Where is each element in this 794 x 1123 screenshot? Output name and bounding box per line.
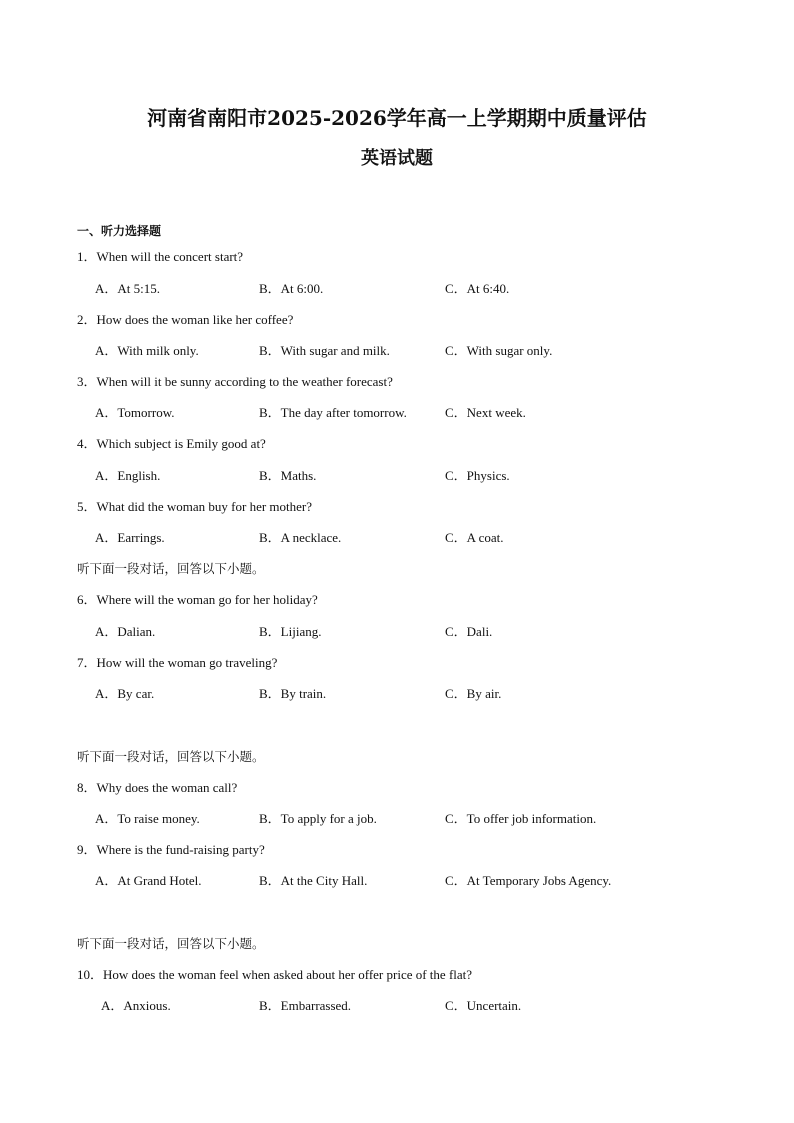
q6-option-b: B．Lijiang. — [259, 624, 322, 639]
question-3: 3．When will it be sunny according to the weather forecast? — [77, 374, 393, 389]
q1-option-c: C．At 6:40. — [445, 281, 510, 296]
question-4: 4．Which subject is Emily good at? — [77, 436, 266, 451]
q5-option-b: B．A necklace. — [259, 530, 342, 545]
question-1: 1．When will the concert start? — [77, 249, 244, 264]
q10-option-c: C．Uncertain. — [445, 998, 522, 1013]
question-8: 8．Why does the woman call? — [77, 780, 238, 795]
question-6: 6．Where will the woman go for her holiday? — [77, 592, 318, 607]
q4-option-a: A．English. — [95, 468, 161, 483]
question-2: 2．How does the woman like her coffee? — [77, 312, 294, 327]
q8-option-c: C．To offer job information. — [445, 811, 597, 826]
q1-option-a: A．At 5:15. — [95, 281, 161, 296]
q3-option-b: B．The day after tomorrow. — [259, 405, 407, 420]
q5-option-c: C．A coat. — [445, 530, 504, 545]
q9-option-b: B．At the City Hall. — [259, 873, 368, 888]
q6-option-c: C．Dali. — [445, 624, 493, 639]
q6-option-a: A．Dalian. — [95, 624, 156, 639]
q3-option-a: A．Tomorrow. — [95, 405, 175, 420]
q8-option-b: B．To apply for a job. — [259, 811, 377, 826]
q10-option-a: A．Anxious. — [101, 998, 171, 1013]
question-10: 10．How does the woman feel when asked about her offer price of the flat? — [77, 967, 473, 982]
q2-option-a: A．With milk only. — [95, 343, 199, 358]
q9-option-a: A．At Grand Hotel. — [95, 873, 202, 888]
question-5: 5．What did the woman buy for her mother? — [77, 499, 313, 514]
question-9: 9．Where is the fund-raising party? — [77, 842, 265, 857]
page-subtitle: 英语试题 — [361, 148, 433, 169]
question-7: 7．How will the woman go traveling? — [77, 655, 278, 670]
q7-option-b: B．By train. — [259, 686, 327, 701]
q3-option-c: C．Next week. — [445, 405, 526, 420]
q7-option-c: C．By air. — [445, 686, 502, 701]
q10-option-b: B．Embarrassed. — [259, 998, 352, 1013]
q4-option-b: B．Maths. — [259, 468, 317, 483]
q9-option-c: C．At Temporary Jobs Agency. — [445, 873, 612, 888]
listening-instruction: 听下面一段对话，回答以下小题。 — [77, 936, 265, 951]
q5-option-a: A．Earrings. — [95, 530, 165, 545]
q4-option-c: C．Physics. — [445, 468, 510, 483]
listening-instruction: 听下面一段对话，回答以下小题。 — [77, 561, 265, 576]
q7-option-a: A．By car. — [95, 686, 155, 701]
section-heading: 一、听力选择题 — [77, 224, 162, 238]
q2-option-c: C．With sugar only. — [445, 343, 553, 358]
q1-option-b: B．At 6:00. — [259, 281, 324, 296]
q8-option-a: A．To raise money. — [95, 811, 200, 826]
page-title: 河南省南阳市2025-2026学年高一上学期期中质量评估 — [147, 106, 647, 130]
listening-instruction: 听下面一段对话，回答以下小题。 — [77, 749, 265, 764]
q2-option-b: B．With sugar and milk. — [259, 343, 390, 358]
